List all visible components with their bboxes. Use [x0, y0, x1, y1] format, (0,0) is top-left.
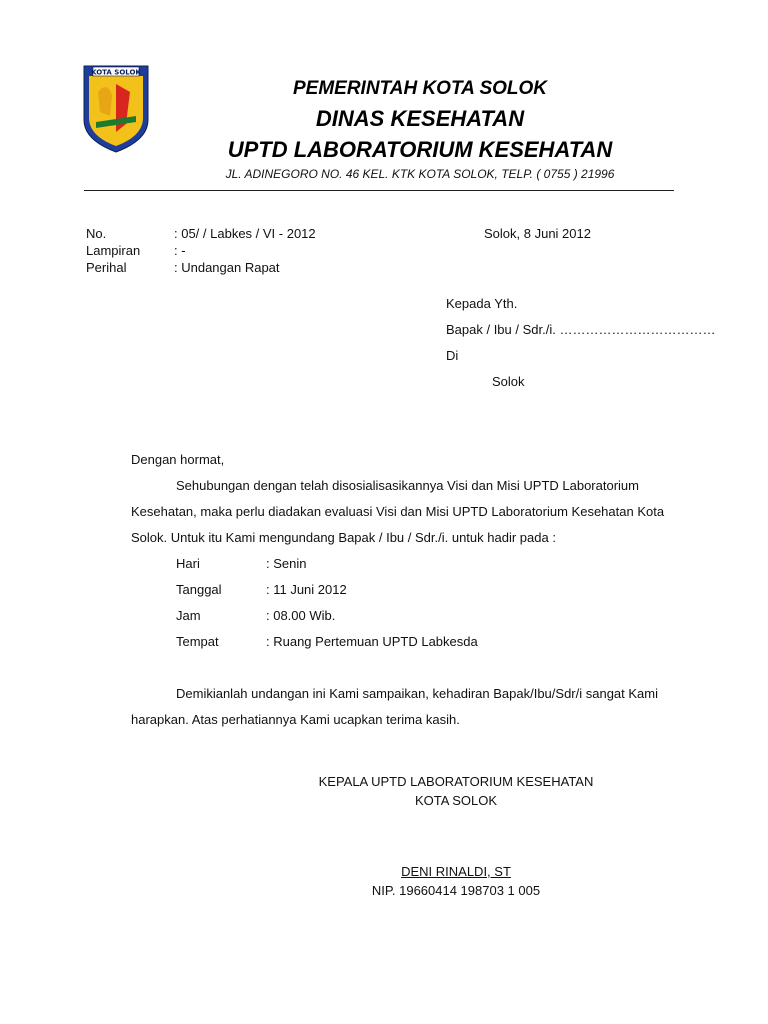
- perihal-label: Perihal: [86, 260, 127, 275]
- paragraph2-line1: Demikianlah undangan ini Kami sampaikan, kehadiran Bapak/Ibu/Sdr/i sangat Kami: [176, 686, 659, 701]
- header-divider: [84, 190, 674, 191]
- recipient-greeting: Kepada Yth.: [446, 296, 518, 311]
- signatory-city: KOTA SOLOK: [414, 793, 498, 808]
- paragraph2-line2: harapkan. Atas perhatiannya Kami ucapkan terima kasih.: [131, 712, 460, 727]
- place-date: Solok, 8 Juni 2012: [484, 226, 591, 241]
- detail-value-hari: : Senin: [266, 556, 307, 571]
- signatory-name: DENI RINALDI, ST: [401, 864, 511, 879]
- paragraph1-line1: Sehubungan dengan telah disosialisasikannya Visi dan Misi UPTD Laboratorium: [176, 478, 639, 493]
- detail-value-tempat: : Ruang Pertemuan UPTD Labkesda: [266, 634, 478, 649]
- detail-label-tempat: Tempat: [176, 634, 219, 649]
- signatory-nip: NIP. 19660414 198703 1 005: [371, 883, 541, 898]
- detail-label-jam: Jam: [176, 608, 201, 623]
- salutation: Dengan hormat,: [131, 452, 225, 467]
- detail-label-hari: Hari: [176, 556, 200, 571]
- detail-value-tanggal: : 11 Juni 2012: [266, 582, 347, 597]
- detail-value-jam: : 08.00 Wib.: [266, 608, 336, 623]
- recipient-di: Di: [446, 348, 459, 363]
- letterhead-department: DINAS KESEHATAN: [315, 106, 525, 131]
- logo-lettering: KOTA SOLOK: [91, 68, 141, 77]
- recipient-name: Bapak / Ibu / Sdr./i. ………………………………: [446, 322, 716, 337]
- letterhead-address: JL. ADINEGORO NO. 46 KEL. KTK KOTA SOLOK, TELP. ( 0755 ) 21996: [225, 167, 615, 181]
- signatory-title: KEPALA UPTD LABORATORIUM KESEHATAN: [318, 774, 594, 789]
- kota-solok-emblem: [80, 62, 152, 154]
- lampiran-label: Lampiran: [86, 243, 141, 258]
- perihal-value: : Undangan Rapat: [174, 260, 280, 275]
- letterhead-unit: UPTD LABORATORIUM KESEHATAN: [227, 137, 613, 162]
- recipient-city: Solok: [492, 374, 525, 389]
- letterhead-government: PEMERINTAH KOTA SOLOK: [292, 78, 548, 99]
- paragraph1-line3: Solok. Untuk itu Kami mengundang Bapak / Ibu / Sdr./i. untuk hadir pada :: [131, 530, 556, 545]
- no-value: : 05/ / Labkes / VI - 2012: [174, 226, 316, 241]
- detail-label-tanggal: Tanggal: [176, 582, 222, 597]
- no-label: No.: [86, 226, 107, 241]
- paragraph1-line2: Kesehatan, maka perlu diadakan evaluasi Visi dan Misi UPTD Laboratorium Kesehatan Kota: [131, 504, 665, 519]
- lampiran-value: : -: [174, 243, 186, 258]
